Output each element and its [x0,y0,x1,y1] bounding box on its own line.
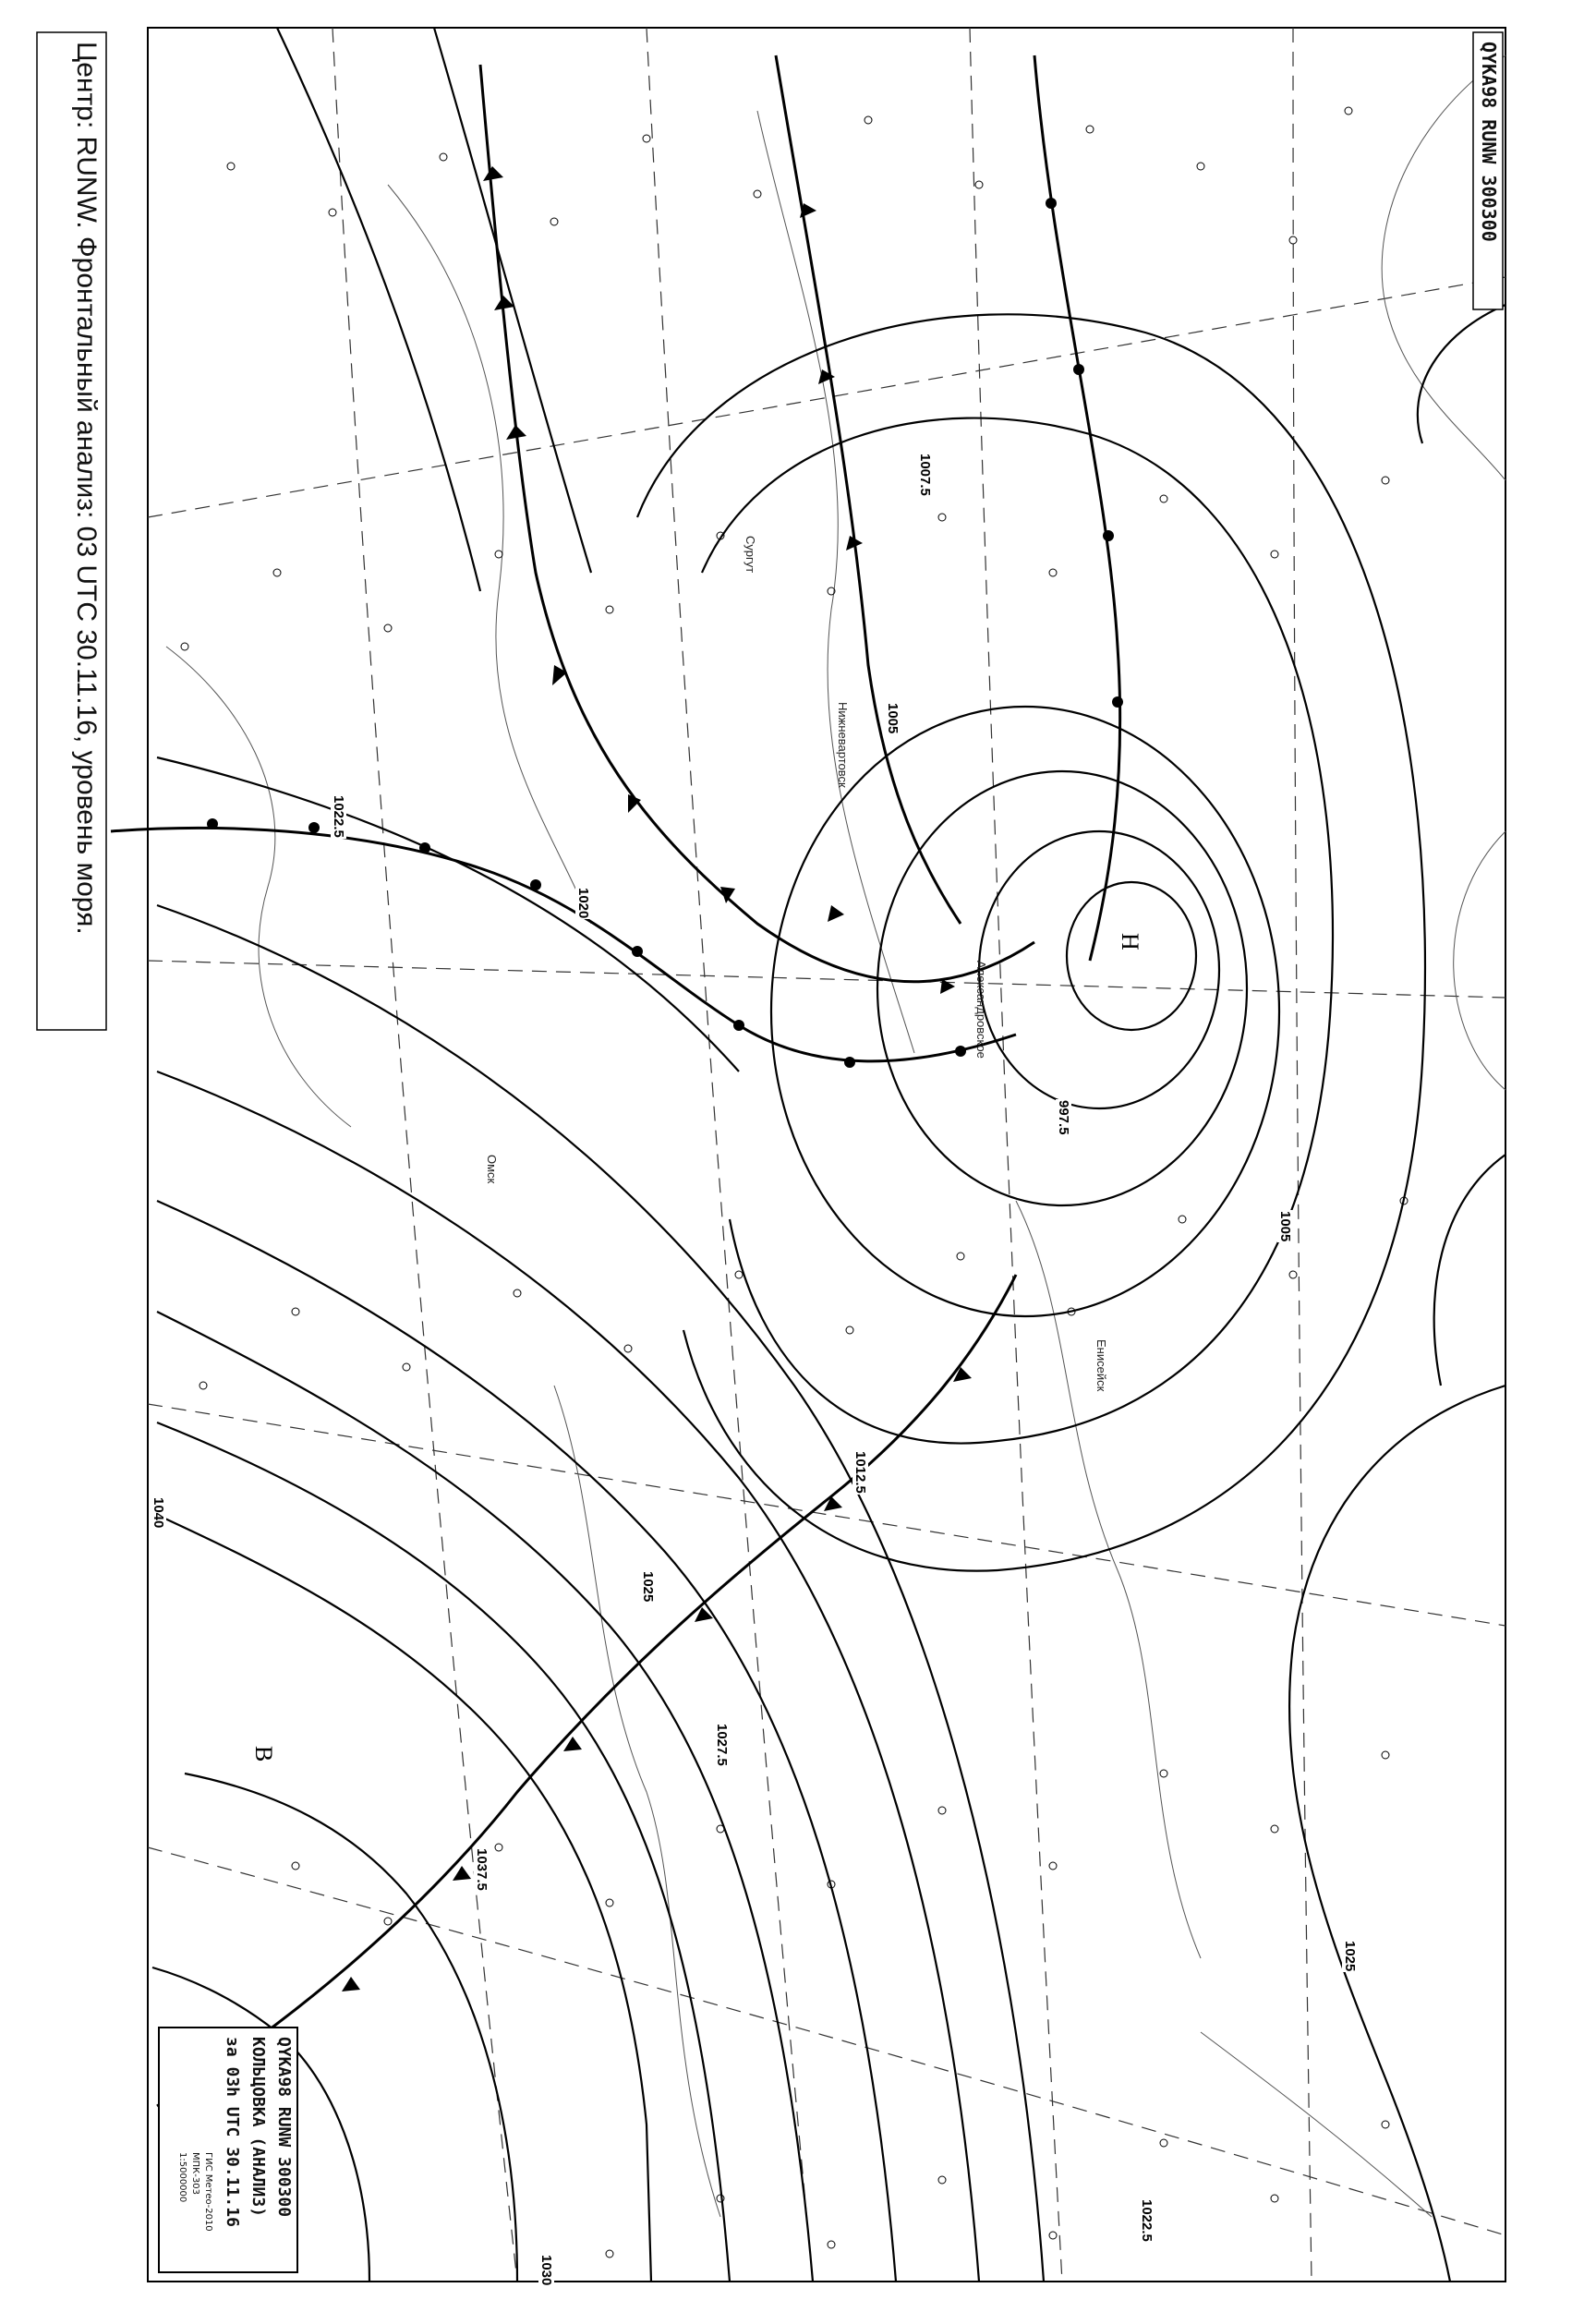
city-label: Енисейск [1094,1339,1108,1392]
isobar-label: 1027.5 [714,1724,730,1766]
legend-line-5: МПК-303 [190,2152,200,2195]
isobar-label: 1022.5 [331,795,346,838]
isobar-label: 1040 [151,1497,166,1529]
isobar-label: 997.5 [1056,1100,1071,1135]
isobar-label: 1020 [575,888,591,919]
legend-line-6: 1:5000000 [177,2152,187,2203]
legend-line-3: за 03h UTC 30.11.16 [223,2037,242,2227]
low-pressure-center: Н [1117,933,1143,950]
isobar-label: 1005 [1277,1211,1293,1242]
legend-line-4: ГИС Метео-2010 [203,2152,213,2232]
map-title: Центр: RUNW. Фронтальный анализ: 03 UTC 30.11.16, уровень моря. [71,42,102,935]
isobar-label: 1030 [538,2255,554,2286]
city-label: Сургут [744,536,757,574]
top-right-code: QYKA98 RUNW 300300 [1478,42,1500,242]
high-pressure-center: В [250,1746,277,1762]
isobar-label: 1022.5 [1139,2199,1155,2242]
isobar-label: 1025 [640,1571,656,1603]
isobar-label: 1012.5 [852,1451,868,1494]
isobar-label: 1005 [885,703,901,734]
legend-line-1: QYKA98 RUNW 300300 [274,2037,294,2218]
isobar-label: 1007.5 [917,454,933,496]
city-label: Александровское [974,961,988,1059]
isobar-label: 1025 [1342,1941,1358,1972]
isobar-label: 1037.5 [474,1848,490,1891]
legend-line-2: КОЛЬЦОВКА (АНАЛИЗ) [248,2037,268,2218]
city-label: Омск [485,1155,499,1184]
city-label: Нижневартовск [836,702,850,788]
